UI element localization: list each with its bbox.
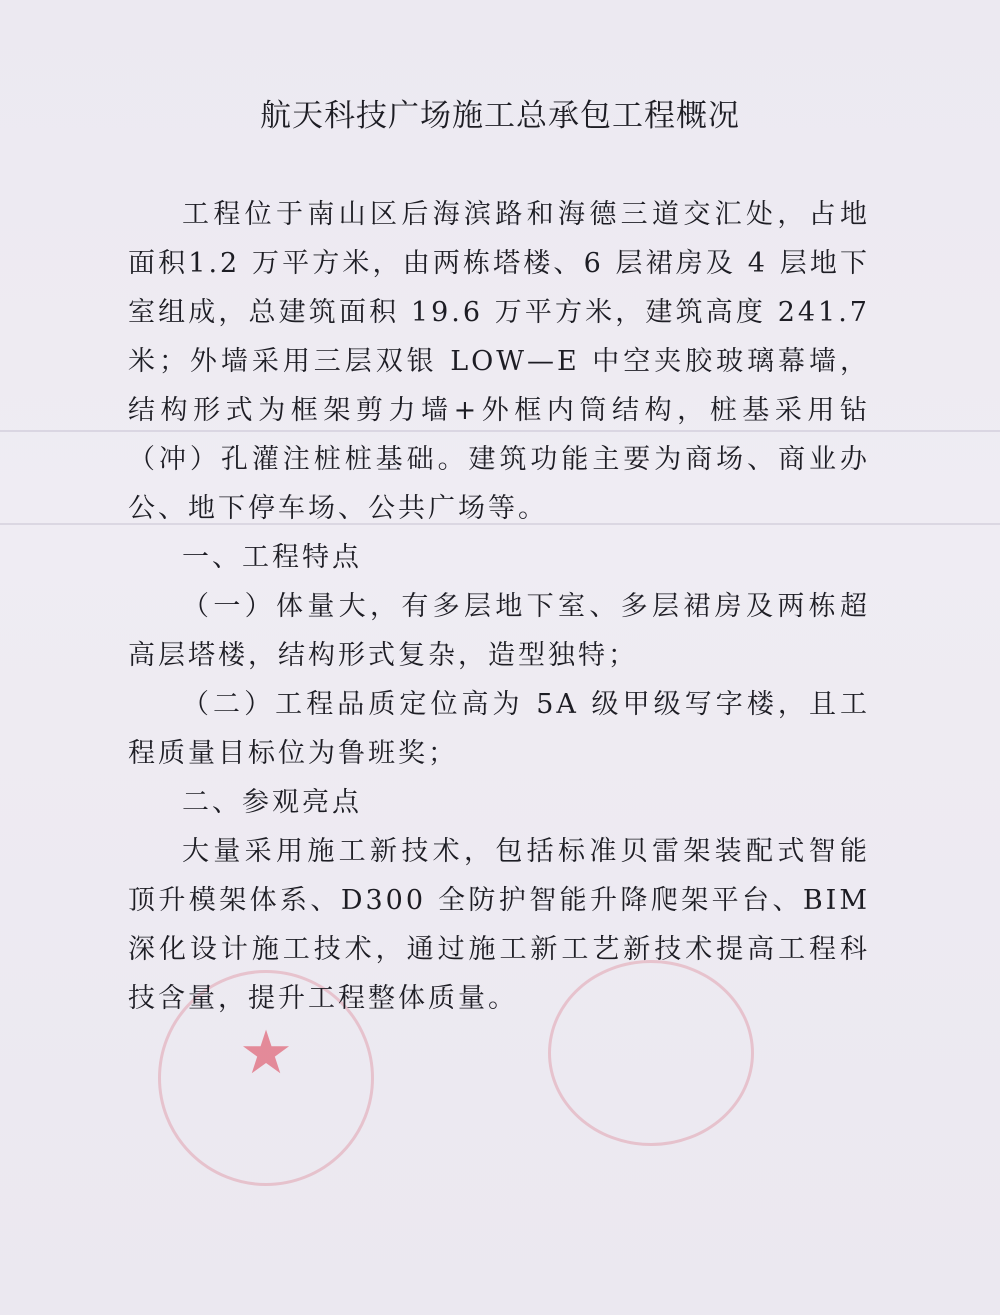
section-heading-features: 一、工程特点 bbox=[182, 542, 362, 573]
feature-item-1: （一）体量大，有多层地下室、多层裙房及两栋超高层塔楼，结构形式复杂，造型独特； bbox=[128, 591, 870, 671]
feature-item-2: （二）工程品质定位高为 5A 级甲级写字楼，且工程质量目标位为鲁班奖； bbox=[128, 689, 870, 769]
star-icon: ★ bbox=[239, 1018, 293, 1088]
overview-paragraph: 工程位于南山区后海滨路和海德三道交汇处，占地面积1.2 万平方米，由两栋塔楼、6 层裙房及 4 层地下室组成，总建筑面积 19.6 万平方米，建筑高度 241.7 米；外墙采用三层双银 LOW—E 中空夹胶玻璃幕墙，结构形式为框架剪力墙+外框内筒结构，桩基采用钻（冲）孔灌注桩桩基础。建筑功能主要为商场、商业办公、地下停车场、公共广场等。 bbox=[128, 199, 870, 524]
section-heading-highlights: 二、参观亮点 bbox=[182, 787, 362, 818]
highlights-paragraph: 大量采用施工新技术，包括标准贝雷架装配式智能顶升模架体系、D300 全防护智能升降爬架平台、BIM 深化设计施工技术，通过施工新工艺新技术提高工程科技含量，提升工程整体质量。 bbox=[128, 836, 870, 1014]
document-title: 航天科技广场施工总承包工程概况 bbox=[260, 98, 740, 134]
document-body bbox=[128, 190, 870, 1023]
